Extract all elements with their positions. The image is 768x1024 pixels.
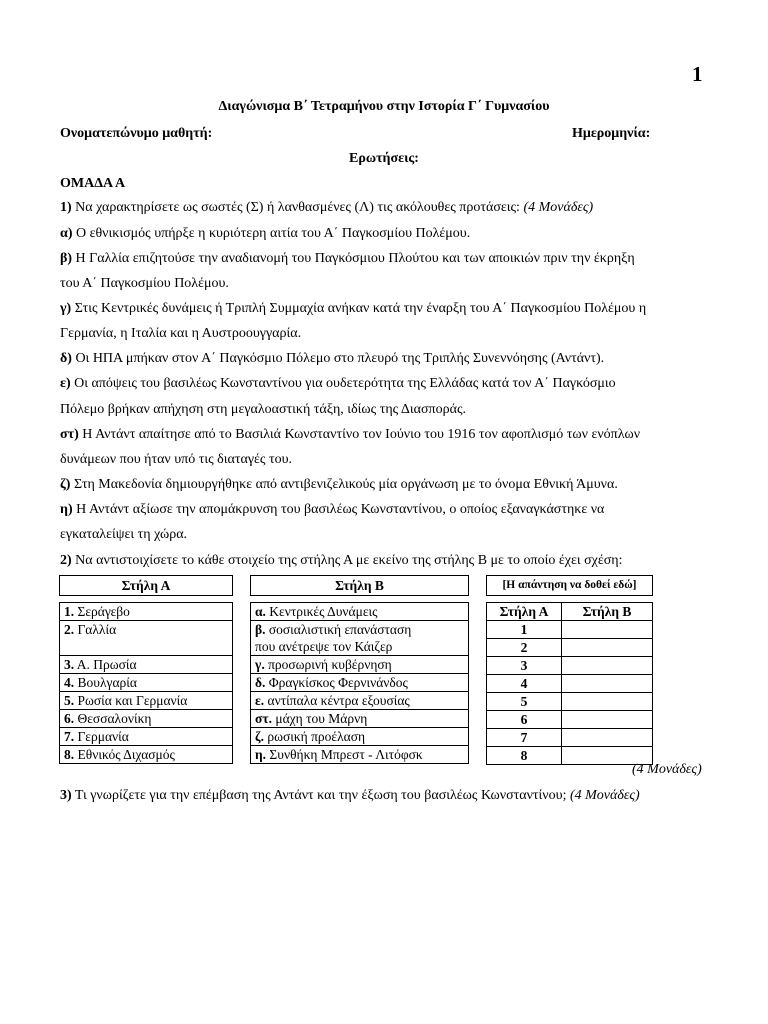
question-3-text: Τι γνωρίζετε για την επέμβαση της Αντάντ και την έξωση του βασιλέως Κωνσταντίνου; <box>71 788 570 803</box>
statement-letter: η) <box>60 502 73 517</box>
column-b-item: ε. αντίπαλα κέντρα εξουσίας <box>251 692 469 710</box>
statement-d <box>60 350 604 368</box>
statement-e <box>60 375 616 393</box>
statement-text: Στις Κεντρικές δυνάμεις ή Τριπλή Συμμαχία ανήκαν κατά την έναρξη του Α΄ Παγκοσμίου Πολέμου η <box>74 301 647 316</box>
statement-c <box>60 300 646 318</box>
answer-number: 7 <box>487 729 562 747</box>
question-2-text: Να αντιστοιχίσετε το κάθε στοιχείο της στήλης Α με εκείνο της στήλης Β με το οποίο έχει σχέση: <box>71 553 623 568</box>
student-name-label: Ονοματεπώνυμο μαθητή: <box>60 126 213 141</box>
questions-heading: Ερωτήσεις: <box>349 151 419 166</box>
column-b-table <box>250 575 469 764</box>
column-b-item: α. Κεντρικές Δυνάμεις <box>251 603 469 621</box>
answer-input-cell[interactable] <box>562 657 653 675</box>
statement-text: Ο εθνικισμός υπήρξε η κυριότερη αιτία του Α΄ Παγκοσμίου Πολέμου. <box>75 226 471 241</box>
date-label: Ημερομηνία: <box>572 126 651 141</box>
statement-letter: δ) <box>60 351 72 366</box>
question-1-number: 1) <box>60 200 72 215</box>
answer-number: 5 <box>487 693 562 711</box>
group-heading: ΟΜΑΔΑ Α <box>60 176 126 191</box>
exam-title: Διαγώνισμα Β΄ Τετραμήνου στην Ιστορία Γ΄ Γυμνασίου <box>218 99 550 114</box>
answer-number: 8 <box>487 747 562 765</box>
answer-number: 2 <box>487 639 562 657</box>
column-a-item: 7. Γερμανία <box>60 728 233 746</box>
column-b-item: γ. προσωρινή κυβέρνηση <box>251 656 469 674</box>
question-2-number: 2) <box>60 553 72 568</box>
statement-b <box>60 250 635 268</box>
answer-col-a-header: Στήλη Α <box>487 603 562 621</box>
answer-number: 4 <box>487 675 562 693</box>
question-2 <box>60 552 623 570</box>
statement-st-cont: δυνάμεων που ήταν υπό τις διαταγές του. <box>60 452 292 467</box>
question-2-points: (4 Μονάδες) <box>632 762 702 777</box>
statement-b-cont: του Α΄ Παγκοσμίου Πολέμου. <box>60 276 229 291</box>
question-3 <box>60 787 640 805</box>
statement-text: Στη Μακεδονία δημιουργήθηκε από αντιβενιζελικούς μία οργάνωση με το όνομα Εθνική Άμυνα. <box>73 477 618 492</box>
statement-text: Η Αντάντ απαίτησε από το Βασιλιά Κωνσταντίνο τον Ιούνιο του 1916 τον αφοπλισμό των ενόπλων <box>82 427 641 442</box>
column-a-table <box>59 575 233 764</box>
answer-input-cell[interactable] <box>562 621 653 639</box>
statement-text: Οι απόψεις του βασιλέως Κωνσταντίνου για ουδετερότητα της Ελλάδας κατά τον Α΄ Παγκόσμιο <box>74 376 616 391</box>
answer-number: 1 <box>487 621 562 639</box>
question-3-points: (4 Μονάδες) <box>569 788 640 803</box>
column-a-item: 3. Α. Πρωσία <box>60 656 233 674</box>
column-a-item: 2. Γαλλία <box>60 621 233 656</box>
answer-input-cell[interactable] <box>562 675 653 693</box>
column-b-item: ζ. ρωσική προέλαση <box>251 728 469 746</box>
answer-header: [Η απάντηση να δοθεί εδώ] <box>487 576 653 596</box>
question-1 <box>60 199 593 217</box>
answer-input-cell[interactable] <box>562 729 653 747</box>
answer-input-cell[interactable] <box>562 639 653 657</box>
statement-c-cont: Γερμανία, η Ιταλία και η Αυστροουγγαρία. <box>60 326 302 341</box>
statement-letter: ζ) <box>60 477 71 492</box>
statement-h <box>60 501 604 519</box>
statement-st <box>60 426 640 444</box>
column-a-item: 1. Σεράγεβο <box>60 603 233 621</box>
statement-text: Οι ΗΠΑ μπήκαν στον Α΄ Παγκόσμιο Πόλεμο στο πλευρό της Τριπλής Συνεννόησης (Αντάντ). <box>75 351 605 366</box>
answer-input-cell[interactable] <box>562 711 653 729</box>
page-number: 1 <box>692 62 703 86</box>
answer-col-b-header: Στήλη Β <box>562 603 653 621</box>
question-1-points: (4 Μονάδες) <box>523 200 594 215</box>
answer-number: 3 <box>487 657 562 675</box>
column-a-header: Στήλη Α <box>60 576 233 596</box>
answer-input-cell[interactable] <box>562 693 653 711</box>
statement-a <box>60 225 470 243</box>
column-b-item: στ. μάχη του Μάρνη <box>251 710 469 728</box>
column-a-item: 8. Εθνικός Διχασμός <box>60 746 233 764</box>
column-b-item: δ. Φραγκίσκος Φερνινάνδος <box>251 674 469 692</box>
statement-letter: γ) <box>60 301 72 316</box>
column-b-header: Στήλη Β <box>251 576 469 596</box>
statement-letter: β) <box>60 251 73 266</box>
answer-number: 6 <box>487 711 562 729</box>
statement-e-cont: Πόλεμο βρήκαν απήχηση στη μεγαλοαστική τάξη, ιδίως της Διασποράς. <box>60 402 466 417</box>
column-b-item: β. σοσιαλιστική επανάσταση που ανέτρεψε τον Κάιζερ <box>251 621 469 656</box>
statement-letter: ε) <box>60 376 71 391</box>
question-3-number: 3) <box>60 788 72 803</box>
column-a-item: 6. Θεσσαλονίκη <box>60 710 233 728</box>
statement-h-cont: εγκαταλείψει τη χώρα. <box>60 527 188 542</box>
statement-letter: στ) <box>60 427 79 442</box>
statement-letter: α) <box>60 226 73 241</box>
statement-text: Η Γαλλία επιζητούσε την αναδιανομή του Παγκόσμιου Πλούτου και των αποικιών πριν την έκρηξη <box>75 251 635 266</box>
column-b-item: η. Συνθήκη Μπρεστ - Λιτόφσκ <box>251 746 469 764</box>
statement-text: Η Αντάντ αξίωσε την απομάκρυνση του βασιλέως Κωνσταντίνου, ο οποίος εξαναγκάστηκε να <box>76 502 605 517</box>
answer-table <box>486 575 653 765</box>
column-a-item: 4. Βουλγαρία <box>60 674 233 692</box>
question-1-text: Να χαρακτηρίσετε ως σωστές (Σ) ή λανθασμένες (Λ) τις ακόλουθες προτάσεις: <box>71 200 524 215</box>
statement-z <box>60 476 618 494</box>
column-a-item: 5. Ρωσία και Γερμανία <box>60 692 233 710</box>
